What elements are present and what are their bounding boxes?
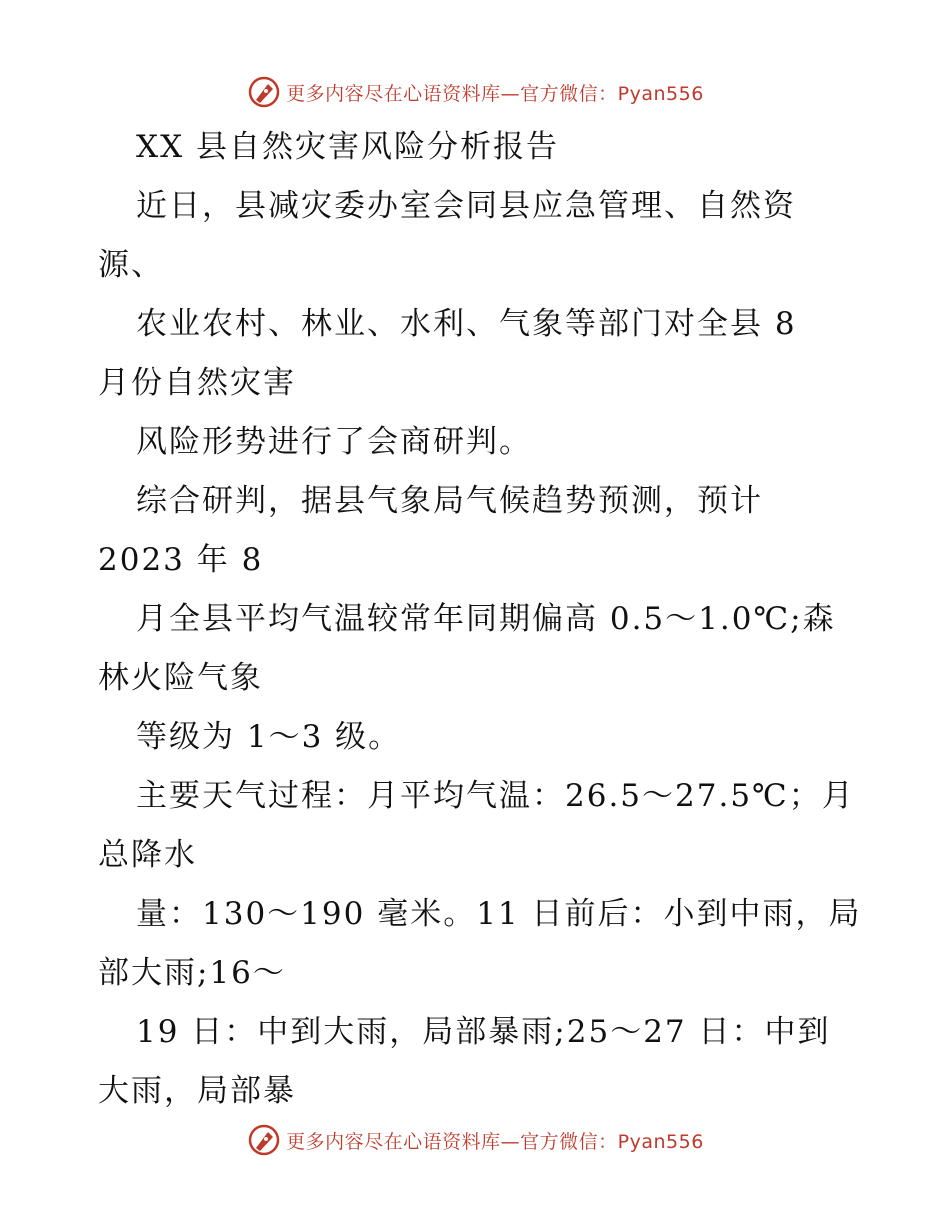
pen-nib-icon [246, 74, 282, 110]
header-watermark [0, 72, 950, 112]
text-line: 等级为 1～3 级。 [136, 719, 402, 755]
pen-nib-icon [246, 1122, 282, 1158]
text-line: 月份自然灾害 [98, 365, 296, 401]
document-body [98, 118, 862, 1121]
text-line: 风险形势进行了会商研判。 [136, 424, 532, 460]
watermark-text: 更多内容尽在心语资料库—官方微信：Pyan556 [286, 1130, 704, 1153]
text-line: 源、 [98, 247, 164, 283]
footer-watermark [0, 1120, 950, 1160]
text-line: 19 日：中到大雨，局部暴雨;25～27 日：中到 [136, 1014, 831, 1050]
text-line: 大雨，局部暴 [98, 1073, 296, 1109]
text-line: 林火险气象 [98, 660, 263, 696]
watermark-text: 更多内容尽在心语资料库—官方微信：Pyan556 [286, 82, 704, 105]
text-line: 2023 年 8 [98, 542, 264, 578]
text-line: 农业农村、林业、水利、气象等部门对全县 8 [136, 306, 797, 342]
text-line: 近日，县减灾委办室会同县应急管理、自然资 [136, 188, 796, 224]
text-line: 总降水 [98, 837, 197, 873]
text-line: 月全县平均气温较常年同期偏高 0.5～1.0℃;森 [136, 601, 836, 637]
text-line: 综合研判，据县气象局气候趋势预测，预计 [136, 483, 763, 519]
text-line: 部大雨;16～ [98, 955, 286, 991]
text-line: 主要天气过程：月平均气温：26.5～27.5℃；月 [136, 778, 855, 814]
text-line: 量：130～190 毫米。11 日前后：小到中雨，局 [136, 896, 862, 932]
document-title: XX 县自然灾害风险分析报告 [136, 129, 559, 165]
